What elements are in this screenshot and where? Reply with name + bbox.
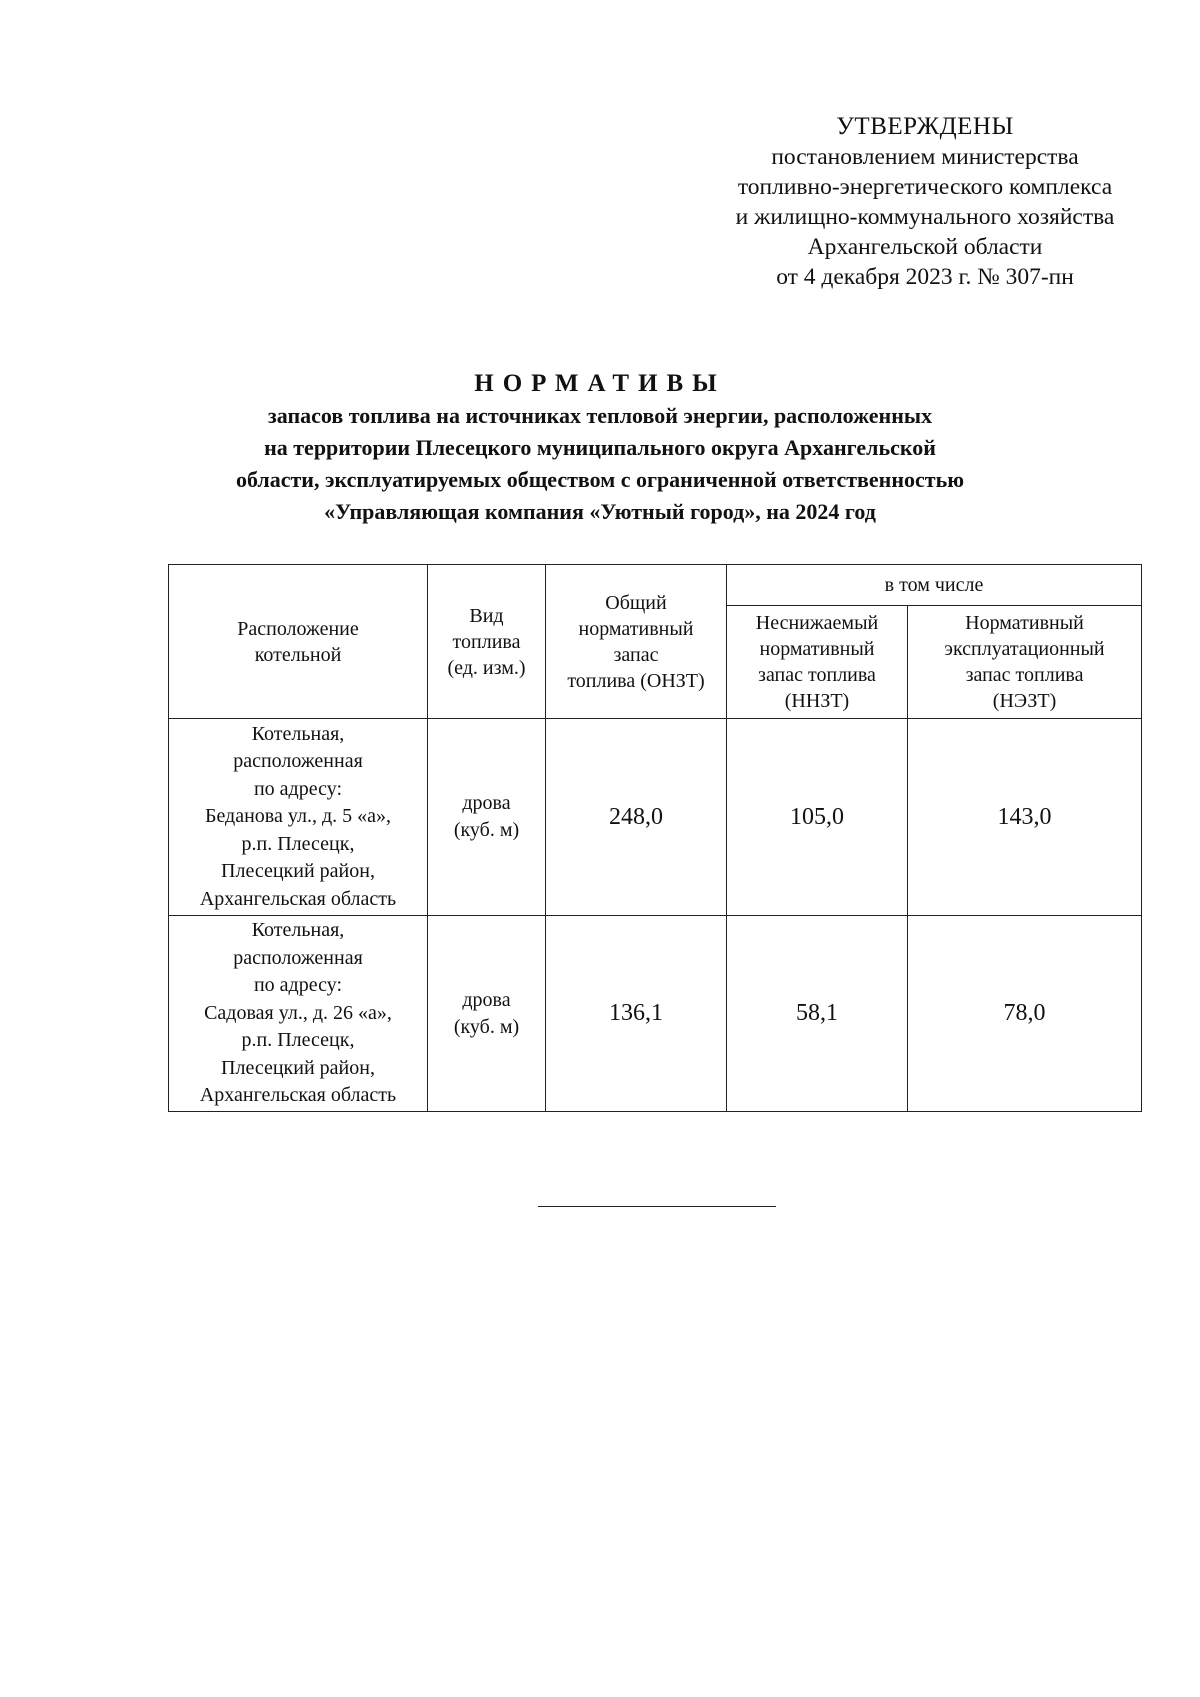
table-row [169, 719, 1142, 916]
title-subtitle-line: на территории Плесецкого муниципального округа Архангельской [264, 435, 936, 460]
closing-rule [538, 1206, 776, 1207]
cell-nezt: 78,0 [908, 916, 1142, 1112]
cell-fuel: дрова (куб. м) [428, 916, 546, 1112]
document-title [150, 368, 1050, 528]
title-subtitle-line: области, эксплуатируемых обществом с ограниченной ответственностью [235, 467, 965, 492]
cell-total: 248,0 [546, 719, 727, 916]
header-location: Расположение котельной [169, 565, 428, 719]
header-nnzt: Неснижаемый нормативный запас топлива (ННЗТ) [727, 606, 908, 719]
approval-line: Архангельской области [807, 234, 1043, 260]
fuel-norms-table [168, 564, 1142, 1112]
approval-heading: УТВЕРЖДЕНЫ [836, 113, 1014, 140]
title-subtitle-line: «Управляющая компания «Уютный город», на 2024 год [324, 499, 876, 524]
table-row [169, 916, 1142, 1112]
approval-line: и жилищно-коммунального хозяйства [735, 204, 1115, 230]
approval-line: от 4 декабря 2023 г. № 307-пн [776, 264, 1074, 290]
cell-nnzt: 105,0 [727, 719, 908, 916]
cell-location: Котельная, расположенная по адресу: Садовая ул., д. 26 «а», р.п. Плесецк, Плесецкий район, Архангельская область [169, 916, 428, 1112]
cell-total: 136,1 [546, 916, 727, 1112]
cell-nezt: 143,0 [908, 719, 1142, 916]
approval-block [660, 112, 1190, 292]
cell-fuel: дрова (куб. м) [428, 719, 546, 916]
header-nezt: Нормативный эксплуатационный запас топлива (НЭЗТ) [908, 606, 1142, 719]
title-main: НОРМАТИВЫ [474, 370, 726, 397]
header-including: в том числе [727, 565, 1142, 606]
title-subtitle-line: запасов топлива на источниках тепловой энергии, расположенных [267, 403, 933, 428]
header-fuel-type: Вид топлива (ед. изм.) [428, 565, 546, 719]
approval-line: постановлением министерства [771, 144, 1079, 170]
approval-line: топливно-энергетического комплекса [737, 174, 1113, 200]
cell-location: Котельная, расположенная по адресу: Беданова ул., д. 5 «а», р.п. Плесецк, Плесецкий район, Архангельская область [169, 719, 428, 916]
header-total-stock: Общий нормативный запас топлива (ОНЗТ) [546, 565, 727, 719]
cell-nnzt: 58,1 [727, 916, 908, 1112]
